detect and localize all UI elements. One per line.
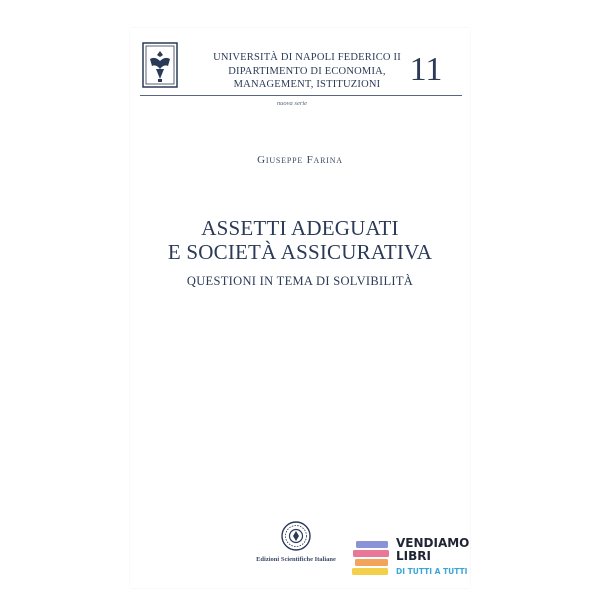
publisher-name: Edizioni Scientifiche Italiane bbox=[256, 556, 336, 563]
publisher-emblem-icon bbox=[280, 520, 312, 552]
series-line-2: DIPARTIMENTO DI ECONOMIA, bbox=[228, 65, 386, 77]
badge-tagline: DI TUTTI A TUTTI bbox=[396, 567, 468, 576]
series-title bbox=[202, 51, 412, 92]
series-number: 11 bbox=[409, 51, 443, 88]
title-line-2: E SOCIETÀ ASSICURATIVA bbox=[167, 240, 433, 264]
book-title bbox=[130, 216, 470, 264]
vendiamo-libri-badge bbox=[350, 534, 470, 580]
badge-line-2: LIBRI bbox=[396, 549, 431, 563]
university-seal-icon bbox=[142, 42, 178, 88]
book-cover bbox=[130, 28, 470, 588]
book-stack-icon bbox=[350, 539, 394, 579]
title-line-1: ASSETTI ADEGUATI bbox=[201, 216, 399, 240]
series-line-1: UNIVERSITÀ DI NAPOLI FEDERICO II bbox=[213, 52, 401, 63]
header-rule bbox=[140, 95, 462, 96]
series-note: nuova serie bbox=[276, 100, 308, 107]
badge-line-1: VENDIAMO bbox=[396, 536, 470, 550]
author-name: Giuseppe Farina bbox=[257, 154, 343, 166]
series-line-3: MANAGEMENT, ISTITUZIONI bbox=[233, 79, 381, 91]
book-subtitle: QUESTIONI IN TEMA DI SOLVIBILITÀ bbox=[186, 274, 414, 288]
